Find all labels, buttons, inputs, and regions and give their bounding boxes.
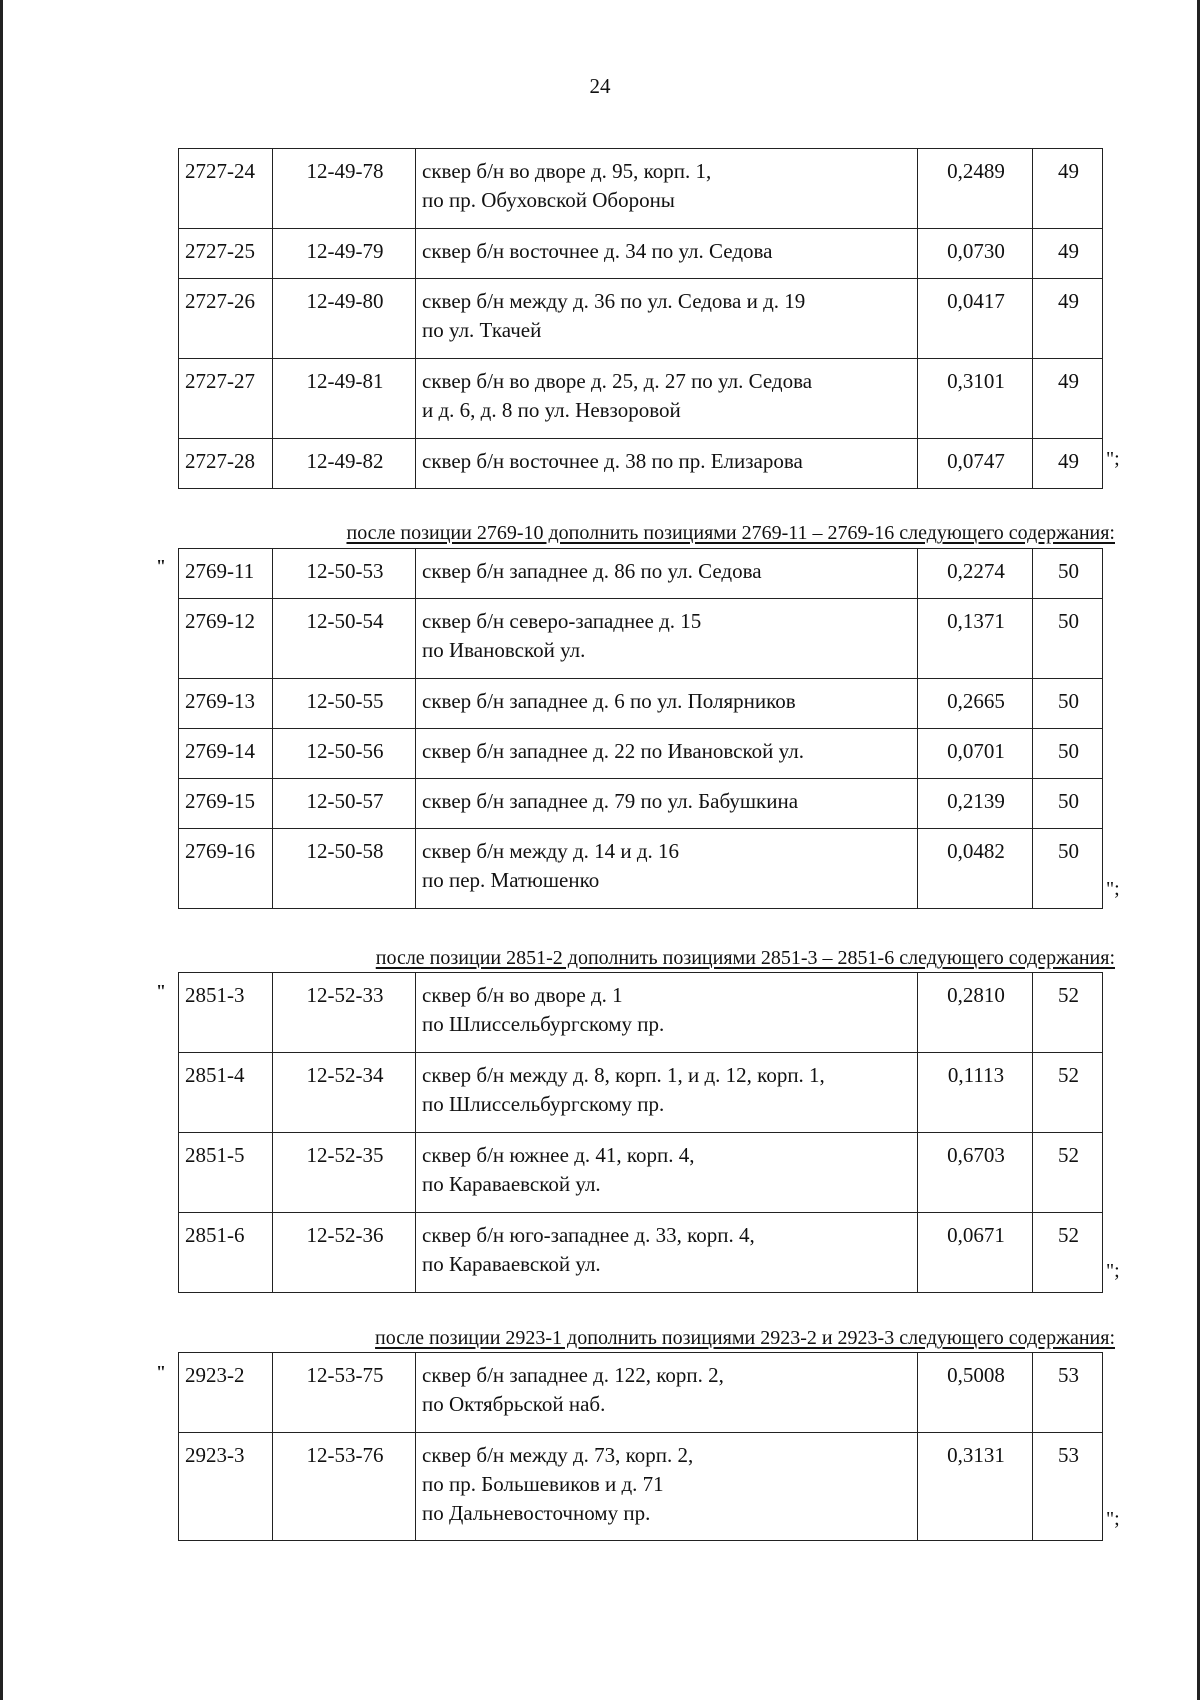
zone-number: 49 xyxy=(1033,279,1103,359)
table-row xyxy=(179,1213,1103,1293)
positions-table-2727 xyxy=(178,148,1103,489)
position-number: 2851-3 xyxy=(179,973,273,1053)
zone-number: 53 xyxy=(1033,1433,1103,1541)
cadastral-code: 12-49-81 xyxy=(273,359,416,439)
table-row xyxy=(179,149,1103,229)
description-line: по Караваевской ул. xyxy=(422,1252,601,1276)
zone-number: 52 xyxy=(1033,1053,1103,1133)
object-description xyxy=(416,279,918,359)
table-row xyxy=(179,1353,1103,1433)
description-line: сквер б/н северо-западнее д. 15 xyxy=(422,609,702,633)
section-heading-2851: после позиции 2851-2 дополнить позициями 2851-3 – 2851-6 следующего содержания: xyxy=(375,947,1115,969)
table-row xyxy=(179,599,1103,679)
object-description xyxy=(416,829,918,909)
table-row xyxy=(179,439,1103,489)
area-value: 0,2489 xyxy=(918,149,1033,229)
zone-number: 52 xyxy=(1033,973,1103,1053)
object-description xyxy=(416,439,918,489)
position-number: 2769-11 xyxy=(179,549,273,599)
description-line: сквер б/н во дворе д. 95, корп. 1, xyxy=(422,159,712,183)
object-description xyxy=(416,779,918,829)
positions-table-2769 xyxy=(178,548,1103,909)
description-line: и д. 6, д. 8 по ул. Невзоровой xyxy=(422,398,681,422)
area-value: 0,0701 xyxy=(918,729,1033,779)
zone-number: 53 xyxy=(1033,1353,1103,1433)
table-row xyxy=(179,1053,1103,1133)
positions-table-2923 xyxy=(178,1352,1103,1541)
table-row xyxy=(179,729,1103,779)
position-number: 2769-15 xyxy=(179,779,273,829)
cadastral-code: 12-52-34 xyxy=(273,1053,416,1133)
description-line: по Караваевской ул. xyxy=(422,1172,601,1196)
area-value: 0,6703 xyxy=(918,1133,1033,1213)
cadastral-code: 12-50-54 xyxy=(273,599,416,679)
cadastral-code: 12-49-79 xyxy=(273,229,416,279)
table-row xyxy=(179,679,1103,729)
page-number: 24 xyxy=(589,74,611,98)
cadastral-code: 12-50-56 xyxy=(273,729,416,779)
description-line: сквер б/н западнее д. 86 по ул. Седова xyxy=(422,559,762,583)
object-description xyxy=(416,973,918,1053)
position-number: 2923-2 xyxy=(179,1353,273,1433)
table-row xyxy=(179,359,1103,439)
description-line: сквер б/н между д. 8, корп. 1, и д. 12, корп. 1, xyxy=(422,1063,825,1087)
object-description xyxy=(416,149,918,229)
object-description xyxy=(416,679,918,729)
object-description xyxy=(416,549,918,599)
table-row xyxy=(179,1133,1103,1213)
opening-quote: " xyxy=(156,1362,166,1382)
position-number: 2727-26 xyxy=(179,279,273,359)
area-value: 0,0730 xyxy=(918,229,1033,279)
cadastral-code: 12-52-35 xyxy=(273,1133,416,1213)
closing-quote: "; xyxy=(1106,878,1120,900)
description-line: сквер б/н западнее д. 79 по ул. Бабушкина xyxy=(422,789,799,813)
description-line: сквер б/н между д. 36 по ул. Седова и д. 19 xyxy=(422,289,806,313)
area-value: 0,0417 xyxy=(918,279,1033,359)
positions-table-2851 xyxy=(178,972,1103,1293)
object-description xyxy=(416,229,918,279)
area-value: 0,3101 xyxy=(918,359,1033,439)
object-description xyxy=(416,1433,918,1541)
opening-quote: " xyxy=(156,556,166,576)
area-value: 0,2810 xyxy=(918,973,1033,1053)
object-description xyxy=(416,1053,918,1133)
description-line: сквер б/н между д. 73, корп. 2, xyxy=(422,1443,694,1467)
cadastral-code: 12-53-75 xyxy=(273,1353,416,1433)
cadastral-code: 12-49-80 xyxy=(273,279,416,359)
position-number: 2851-5 xyxy=(179,1133,273,1213)
table-row xyxy=(179,779,1103,829)
position-number: 2769-12 xyxy=(179,599,273,679)
description-line: сквер б/н во дворе д. 25, д. 27 по ул. Седова xyxy=(422,369,813,393)
description-line: по Шлиссельбургскому пр. xyxy=(422,1092,665,1116)
zone-number: 50 xyxy=(1033,679,1103,729)
zone-number: 50 xyxy=(1033,729,1103,779)
position-number: 2769-16 xyxy=(179,829,273,909)
position-number: 2727-25 xyxy=(179,229,273,279)
description-line: сквер б/н западнее д. 122, корп. 2, xyxy=(422,1363,724,1387)
area-value: 0,1113 xyxy=(918,1053,1033,1133)
closing-quote: "; xyxy=(1106,1260,1120,1282)
description-line: по пр. Большевиков и д. 71 xyxy=(422,1472,664,1496)
area-value: 0,0671 xyxy=(918,1213,1033,1293)
description-line: сквер б/н юго-западнее д. 33, корп. 4, xyxy=(422,1223,755,1247)
opening-quote: " xyxy=(156,981,166,1001)
cadastral-code: 12-50-58 xyxy=(273,829,416,909)
area-value: 0,2274 xyxy=(918,549,1033,599)
closing-quote: "; xyxy=(1106,1508,1120,1530)
description-line: по пер. Матюшенко xyxy=(422,868,600,892)
position-number: 2727-27 xyxy=(179,359,273,439)
zone-number: 50 xyxy=(1033,829,1103,909)
description-line: по пр. Обуховской Обороны xyxy=(422,188,675,212)
position-number: 2923-3 xyxy=(179,1433,273,1541)
table-row xyxy=(179,279,1103,359)
description-line: сквер б/н западнее д. 6 по ул. Полярников xyxy=(422,689,796,713)
description-line: сквер б/н между д. 14 и д. 16 xyxy=(422,839,680,863)
area-value: 0,5008 xyxy=(918,1353,1033,1433)
cadastral-code: 12-50-53 xyxy=(273,549,416,599)
description-line: сквер б/н восточнее д. 34 по ул. Седова xyxy=(422,239,773,263)
cadastral-code: 12-49-78 xyxy=(273,149,416,229)
table-row xyxy=(179,549,1103,599)
closing-quote: "; xyxy=(1106,448,1120,470)
description-line: сквер б/н западнее д. 22 по Ивановской ул. xyxy=(422,739,804,763)
table-row xyxy=(179,1433,1103,1541)
area-value: 0,1371 xyxy=(918,599,1033,679)
position-number: 2851-6 xyxy=(179,1213,273,1293)
description-line: по Шлиссельбургскому пр. xyxy=(422,1012,665,1036)
zone-number: 49 xyxy=(1033,229,1103,279)
page-border-left xyxy=(0,0,3,1700)
zone-number: 50 xyxy=(1033,599,1103,679)
zone-number: 52 xyxy=(1033,1133,1103,1213)
zone-number: 49 xyxy=(1033,359,1103,439)
position-number: 2851-4 xyxy=(179,1053,273,1133)
description-line: по Ивановской ул. xyxy=(422,638,586,662)
cadastral-code: 12-50-57 xyxy=(273,779,416,829)
position-number: 2769-13 xyxy=(179,679,273,729)
cadastral-code: 12-52-36 xyxy=(273,1213,416,1293)
object-description xyxy=(416,1213,918,1293)
zone-number: 50 xyxy=(1033,549,1103,599)
area-value: 0,0482 xyxy=(918,829,1033,909)
description-line: по ул. Ткачей xyxy=(422,318,542,342)
description-line: по Октябрьской наб. xyxy=(422,1392,606,1416)
section-heading-2923: после позиции 2923-1 дополнить позициями 2923-2 и 2923-3 следующего содержания: xyxy=(375,1327,1115,1349)
table-row xyxy=(179,229,1103,279)
object-description xyxy=(416,729,918,779)
table-row xyxy=(179,829,1103,909)
object-description xyxy=(416,1353,918,1433)
area-value: 0,3131 xyxy=(918,1433,1033,1541)
zone-number: 49 xyxy=(1033,439,1103,489)
cadastral-code: 12-53-76 xyxy=(273,1433,416,1541)
area-value: 0,2665 xyxy=(918,679,1033,729)
position-number: 2727-28 xyxy=(179,439,273,489)
description-line: по Дальневосточному пр. xyxy=(422,1501,651,1525)
object-description xyxy=(416,599,918,679)
object-description xyxy=(416,359,918,439)
area-value: 0,2139 xyxy=(918,779,1033,829)
object-description xyxy=(416,1133,918,1213)
description-line: сквер б/н южнее д. 41, корп. 4, xyxy=(422,1143,695,1167)
description-line: сквер б/н восточнее д. 38 по пр. Елизарова xyxy=(422,449,803,473)
cadastral-code: 12-52-33 xyxy=(273,973,416,1053)
position-number: 2727-24 xyxy=(179,149,273,229)
zone-number: 50 xyxy=(1033,779,1103,829)
cadastral-code: 12-49-82 xyxy=(273,439,416,489)
cadastral-code: 12-50-55 xyxy=(273,679,416,729)
area-value: 0,0747 xyxy=(918,439,1033,489)
table-row xyxy=(179,973,1103,1053)
description-line: сквер б/н во дворе д. 1 xyxy=(422,983,623,1007)
zone-number: 49 xyxy=(1033,149,1103,229)
position-number: 2769-14 xyxy=(179,729,273,779)
zone-number: 52 xyxy=(1033,1213,1103,1293)
section-heading-2769: после позиции 2769-10 дополнить позициями 2769-11 – 2769-16 следующего содержания: xyxy=(346,522,1115,544)
